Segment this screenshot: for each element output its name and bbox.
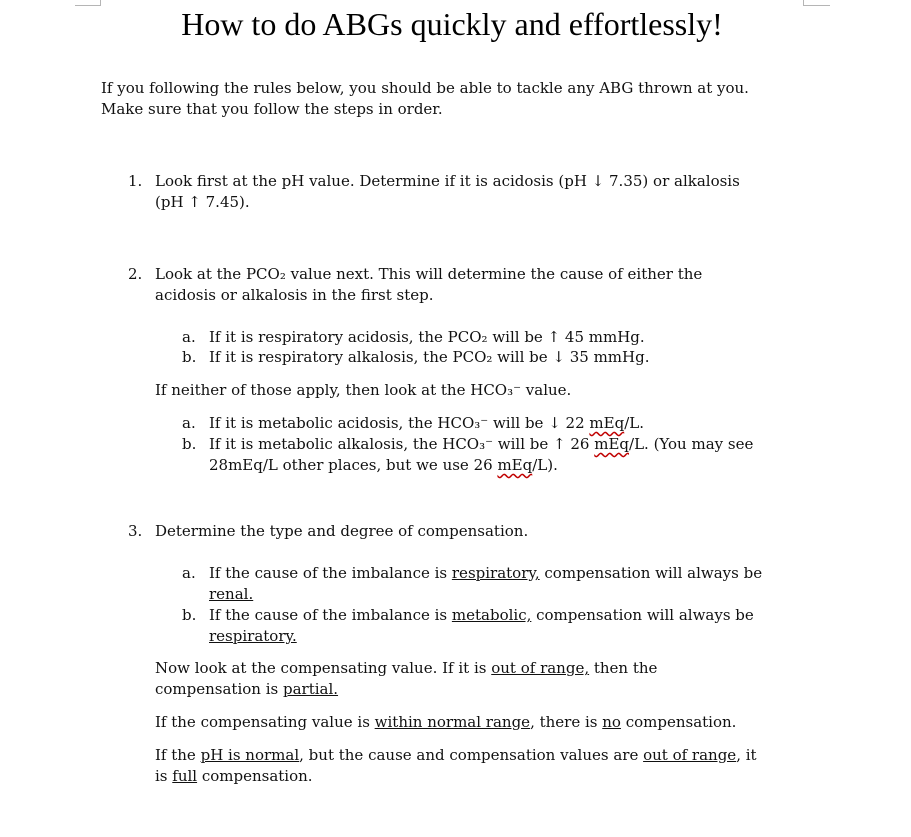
step-3b-text: If the cause of the imbalance is metabolic, compensation will always be bbox=[209, 606, 754, 624]
meta-alkalosis-text-cont: 28mEq/L other places, but we use 26 mEq/L). bbox=[209, 456, 558, 474]
step-1-line-1: Look first at the pH value. Determine if it is acidosis (pH ↓ 7.35) or alkalosis bbox=[155, 172, 740, 190]
meta-acidosis-marker: a. bbox=[182, 414, 196, 432]
step-3-heading: Determine the type and degree of compensation. bbox=[155, 522, 529, 540]
partial-compensation-line-2: compensation is partial. bbox=[155, 680, 339, 698]
step-1-number: 1. bbox=[128, 172, 143, 190]
step-1-line-2: (pH ↑ 7.45). bbox=[155, 193, 250, 211]
spellcheck-word[interactable]: mEq bbox=[497, 456, 533, 474]
meta-acidosis-text: If it is metabolic acidosis, the HCO₃⁻ will be ↓ 22 mEq/L. bbox=[209, 414, 644, 432]
step-3a-text: If the cause of the imbalance is respiratory, compensation will always be bbox=[209, 564, 763, 582]
partial-compensation-line-1: Now look at the compensating value. If it is out of range, then the bbox=[155, 659, 658, 677]
resp-alkalosis-text: If it is respiratory alkalosis, the PCO₂ will be ↓ 35 mmHg. bbox=[209, 348, 650, 366]
spellcheck-word[interactable]: mEq bbox=[594, 435, 630, 453]
intro-line-1: If you following the rules below, you should be able to tackle any ABG thrown at you. bbox=[101, 79, 749, 97]
step-2-line-2: acidosis or alkalosis in the first step. bbox=[155, 286, 434, 304]
resp-acidosis-marker: a. bbox=[182, 328, 196, 346]
step-2-number: 2. bbox=[128, 265, 143, 283]
step-3a-marker: a. bbox=[182, 564, 196, 582]
full-compensation-line-2: is full compensation. bbox=[155, 767, 313, 785]
step-3b-text-cont: respiratory. bbox=[209, 627, 297, 645]
step-2-line-1: Look at the PCO₂ value next. This will determine the cause of either the bbox=[155, 265, 703, 283]
hco3-instruction: If neither of those apply, then look at the HCO₃⁻ value. bbox=[155, 381, 572, 399]
no-compensation-line: If the compensating value is within normal range, there is no compensation. bbox=[155, 713, 737, 731]
step-3-number: 3. bbox=[128, 522, 143, 540]
step-3a-text-cont: renal. bbox=[209, 585, 254, 603]
document-title: How to do ABGs quickly and effortlessly! bbox=[181, 6, 723, 42]
intro-line-2: Make sure that you follow the steps in order. bbox=[101, 100, 443, 118]
spellcheck-word[interactable]: mEq bbox=[589, 414, 625, 432]
meta-alkalosis-text: If it is metabolic alkalosis, the HCO₃⁻ will be ↑ 26 mEq/L. (You may see bbox=[209, 435, 754, 453]
resp-acidosis-text: If it is respiratory acidosis, the PCO₂ will be ↑ 45 mmHg. bbox=[209, 328, 645, 346]
full-compensation-line-1: If the pH is normal, but the cause and compensation values are out of range, it bbox=[155, 746, 757, 764]
step-3b-marker: b. bbox=[182, 606, 197, 624]
resp-alkalosis-marker: b. bbox=[182, 348, 197, 366]
meta-alkalosis-marker: b. bbox=[182, 435, 197, 453]
